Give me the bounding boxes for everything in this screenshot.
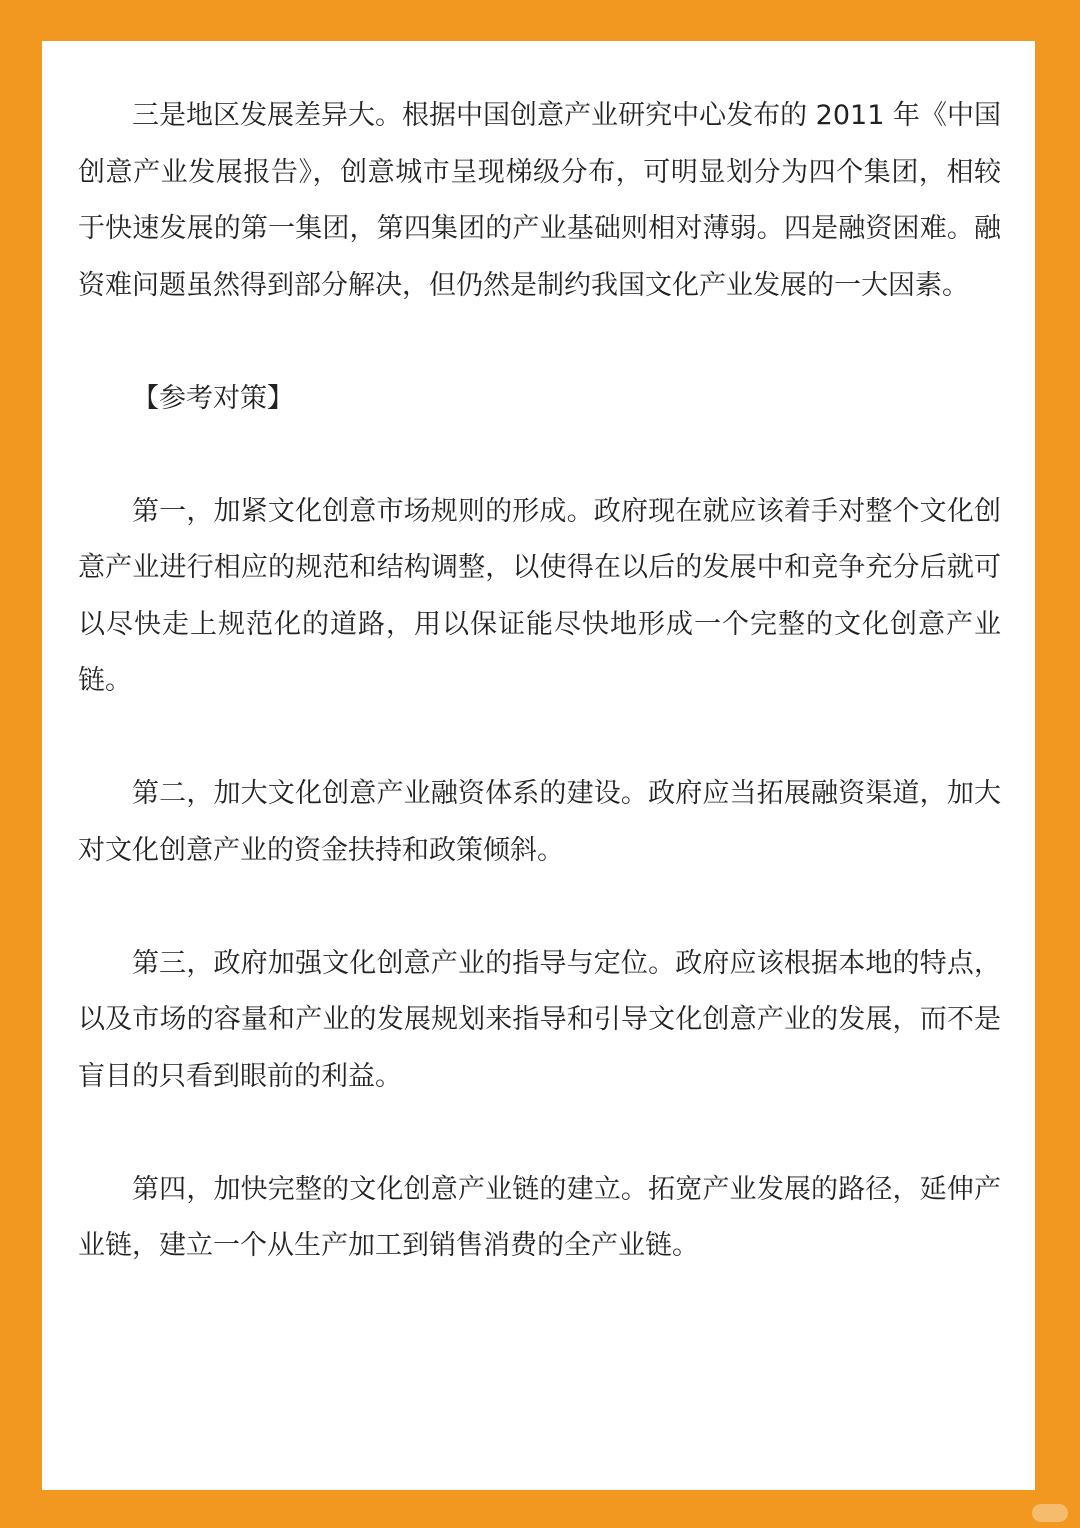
spacer xyxy=(78,879,1001,936)
watermark-badge xyxy=(1032,1504,1068,1522)
spacer xyxy=(78,427,1001,484)
spacer xyxy=(78,710,1001,767)
section-heading: 【参考对策】 xyxy=(132,382,294,414)
spacer xyxy=(78,314,1001,371)
paragraph-intro: 三是地区发展差异大。根据中国创意产业研究中心发布的 2011 年《中国创意产业发展报告》，创意城市呈现梯级分布，可明显划分为四个集团，相较于快速发展的第一集团，第四集团的产业基础则相对薄弱。四是融资困难。融资难问题虽然得到部分解决，但仍然是制约我国文化产业发展的一大因素。 xyxy=(78,100,1001,301)
spacer xyxy=(78,1105,1001,1162)
countermeasure-2: 第二，加大文化创意产业融资体系的建设。政府应当拓展融资渠道，加大对文化创意产业的资金扶持和政策倾斜。 xyxy=(78,778,1001,866)
document-page xyxy=(42,41,1035,1490)
countermeasure-1: 第一，加紧文化创意市场规则的形成。政府现在就应该着手对整个文化创意产业进行相应的规范和结构调整，以使得在以后的发展中和竞争充分后就可以尽快走上规范化的道路，用以保证能尽快地形成一个完整的文化创意产业链。 xyxy=(78,495,1001,696)
countermeasure-3: 第三，政府加强文化创意产业的指导与定位。政府应该根据本地的特点，以及市场的容量和产业的发展规划来指导和引导文化创意产业的发展，而不是盲目的只看到眼前的利益。 xyxy=(78,947,1001,1092)
countermeasure-4: 第四，加快完整的文化创意产业链的建立。拓宽产业发展的路径，延伸产业链，建立一个从生产加工到销售消费的全产业链。 xyxy=(78,1173,1001,1261)
